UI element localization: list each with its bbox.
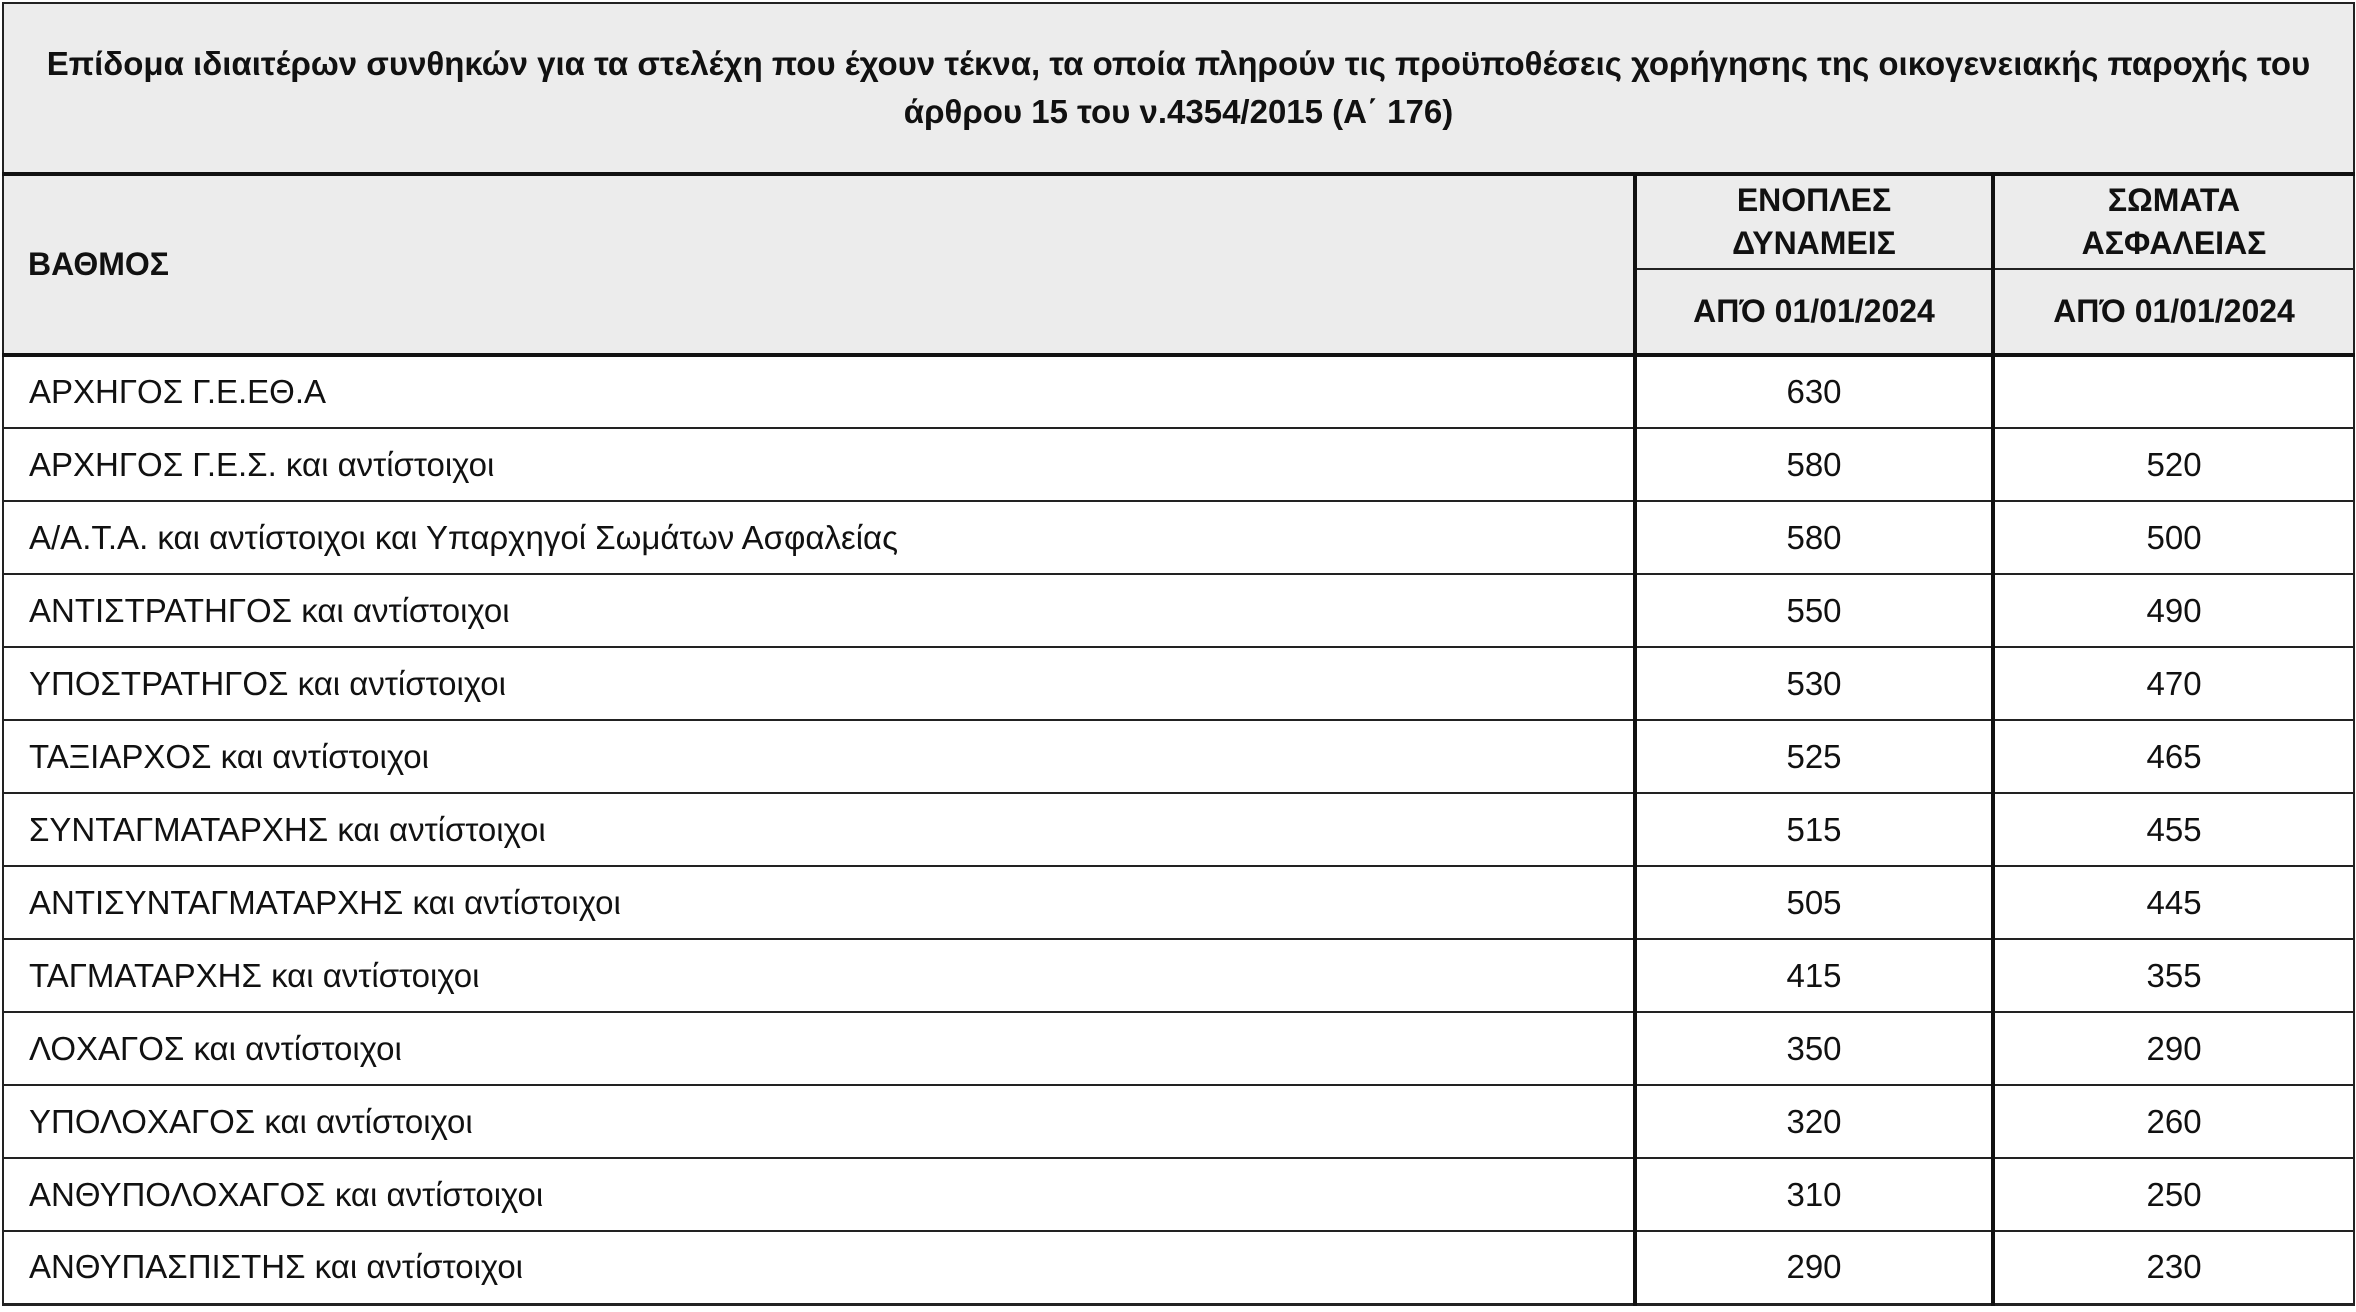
header-security-corps-date: ΑΠΌ 01/01/2024 <box>1993 269 2354 355</box>
armed-forces-amount-cell: 290 <box>1635 1231 1993 1304</box>
grade-cell: ΑΝΘΥΠΟΛΟΧΑΓΟΣ και αντίστοιχοι <box>3 1158 1635 1231</box>
allowance-table <box>2 2 2355 1306</box>
security-corps-amount-cell <box>1993 355 2354 428</box>
grade-cell: ΑΝΘΥΠΑΣΠΙΣΤΗΣ και αντίστοιχοι <box>3 1231 1635 1304</box>
armed-forces-amount-cell: 525 <box>1635 720 1993 793</box>
table-title: Επίδομα ιδιαιτέρων συνθηκών για τα στελέχη που έχουν τέκνα, τα οποία πληρούν τις προϋποθέσεις χορήγησης της οικογενειακής παροχής του άρθρου 15 του ν.4354/2015 (Α΄ 176) <box>3 3 2354 174</box>
header-armed-forces-line2: ΔΥΝΑΜΕΙΣ <box>1732 225 1896 261</box>
armed-forces-amount-cell: 580 <box>1635 501 1993 574</box>
security-corps-amount-cell: 455 <box>1993 793 2354 866</box>
table-row <box>3 720 2354 793</box>
security-corps-amount-cell: 520 <box>1993 428 2354 501</box>
security-corps-amount-cell: 230 <box>1993 1231 2354 1304</box>
armed-forces-amount-cell: 350 <box>1635 1012 1993 1085</box>
grade-cell: ΑΝΤΙΣΤΡΑΤΗΓΟΣ και αντίστοιχοι <box>3 574 1635 647</box>
grade-cell: ΣΥΝΤΑΓΜΑΤΑΡΧΗΣ και αντίστοιχοι <box>3 793 1635 866</box>
armed-forces-amount-cell: 550 <box>1635 574 1993 647</box>
grade-cell: ΥΠΟΣΤΡΑΤΗΓΟΣ και αντίστοιχοι <box>3 647 1635 720</box>
armed-forces-amount-cell: 630 <box>1635 355 1993 428</box>
armed-forces-amount-cell: 530 <box>1635 647 1993 720</box>
table-row <box>3 1231 2354 1304</box>
title-row <box>3 3 2354 174</box>
table-row <box>3 574 2354 647</box>
grade-cell: ΤΑΞΙΑΡΧΟΣ και αντίστοιχοι <box>3 720 1635 793</box>
armed-forces-amount-cell: 515 <box>1635 793 1993 866</box>
table-row <box>3 647 2354 720</box>
header-row-top <box>3 174 2354 269</box>
table-row <box>3 793 2354 866</box>
table-body <box>3 355 2354 1304</box>
table-row <box>3 355 2354 428</box>
security-corps-amount-cell: 290 <box>1993 1012 2354 1085</box>
table-row <box>3 428 2354 501</box>
table-row <box>3 866 2354 939</box>
armed-forces-amount-cell: 580 <box>1635 428 1993 501</box>
grade-cell: ΑΡΧΗΓΟΣ Γ.Ε.Σ. και αντίστοιχοι <box>3 428 1635 501</box>
header-armed-forces <box>1635 174 1993 269</box>
security-corps-amount-cell: 465 <box>1993 720 2354 793</box>
table-row <box>3 939 2354 1012</box>
header-security-corps-line1: ΣΩΜΑΤΑ <box>2107 182 2241 218</box>
grade-cell: ΥΠΟΛΟΧΑΓΟΣ και αντίστοιχοι <box>3 1085 1635 1158</box>
header-grade: ΒΑΘΜΟΣ <box>3 174 1635 355</box>
table-row <box>3 1012 2354 1085</box>
security-corps-amount-cell: 490 <box>1993 574 2354 647</box>
armed-forces-amount-cell: 310 <box>1635 1158 1993 1231</box>
table-row <box>3 1085 2354 1158</box>
armed-forces-amount-cell: 320 <box>1635 1085 1993 1158</box>
header-armed-forces-line1: ΕΝΟΠΛΕΣ <box>1736 182 1892 218</box>
header-security-corps <box>1993 174 2354 269</box>
security-corps-amount-cell: 250 <box>1993 1158 2354 1231</box>
table-row <box>3 1158 2354 1231</box>
security-corps-amount-cell: 445 <box>1993 866 2354 939</box>
armed-forces-amount-cell: 505 <box>1635 866 1993 939</box>
security-corps-amount-cell: 260 <box>1993 1085 2354 1158</box>
security-corps-amount-cell: 470 <box>1993 647 2354 720</box>
grade-cell: Α/Α.Τ.Α. και αντίστοιχοι και Υπαρχηγοί Σωμάτων Ασφαλείας <box>3 501 1635 574</box>
header-security-corps-line2: ΑΣΦΑΛΕΙΑΣ <box>2081 225 2267 261</box>
header-armed-forces-date: ΑΠΌ 01/01/2024 <box>1635 269 1993 355</box>
armed-forces-amount-cell: 415 <box>1635 939 1993 1012</box>
grade-cell: ΑΡΧΗΓΟΣ Γ.Ε.ΕΘ.Α <box>3 355 1635 428</box>
security-corps-amount-cell: 355 <box>1993 939 2354 1012</box>
security-corps-amount-cell: 500 <box>1993 501 2354 574</box>
grade-cell: ΑΝΤΙΣΥΝΤΑΓΜΑΤΑΡΧΗΣ και αντίστοιχοι <box>3 866 1635 939</box>
allowance-table-document <box>2 2 2353 1309</box>
grade-cell: ΤΑΓΜΑΤΑΡΧΗΣ και αντίστοιχοι <box>3 939 1635 1012</box>
grade-cell: ΛΟΧΑΓΟΣ και αντίστοιχοι <box>3 1012 1635 1085</box>
table-row <box>3 501 2354 574</box>
